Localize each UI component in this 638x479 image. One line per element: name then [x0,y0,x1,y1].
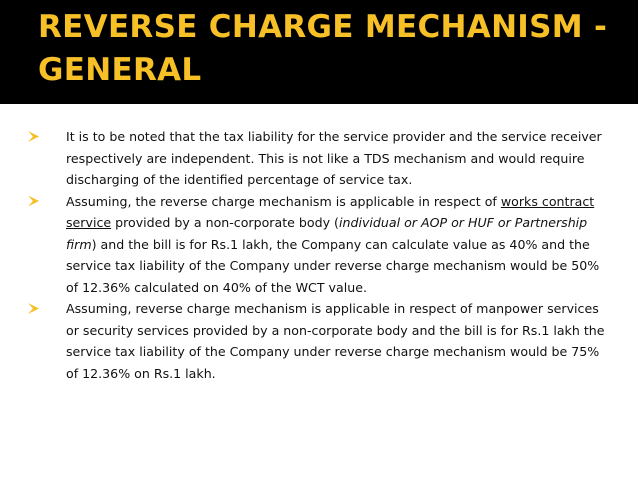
title-bar [0,0,638,104]
arrow-bullet-icon [28,131,39,142]
bullet-text: It is to be noted that the tax liability for the service provider and the service receiver respectively are independent. This is not like a TDS mechanism and would require discharging of the identified percentage of service tax. [66,129,602,187]
italic-term: individual or AOP or HUF or Partnership firm [66,215,588,252]
list-item [24,126,610,191]
list-item [24,298,610,384]
arrow-bullet-icon [28,196,39,207]
slide-title [38,6,628,92]
bullet-text-part: ) and the bill is for Rs.1 lakh, the Company can calculate value as 40% and the service tax liability of the Company under reverse charge mechanism would be 50% of 12.36% calculated on 40% of the WCT value. [66,236,600,295]
bullet-list [24,126,610,384]
arrow-bullet-icon [28,303,39,314]
underlined-term: works contract service [66,193,595,230]
list-item [24,191,610,299]
bullet-text: Assuming, reverse charge mechanism is applicable in respect of manpower services or security services provided by a non-corporate body and the bill is for Rs.1 lakh the service tax liability of the Company under reverse charge mechanism would be 75% of 12.36% on Rs.1 lakh. [66,301,605,381]
slide-title-line-1: REVERSE CHARGE MECHANISM - [38,9,608,45]
bullet-text-part: Assuming, the reverse charge mechanism is applicable in respect of [66,193,501,209]
bullet-text-part: provided by a non-corporate body ( [111,215,339,230]
slide-title-line-2: GENERAL [38,52,202,88]
